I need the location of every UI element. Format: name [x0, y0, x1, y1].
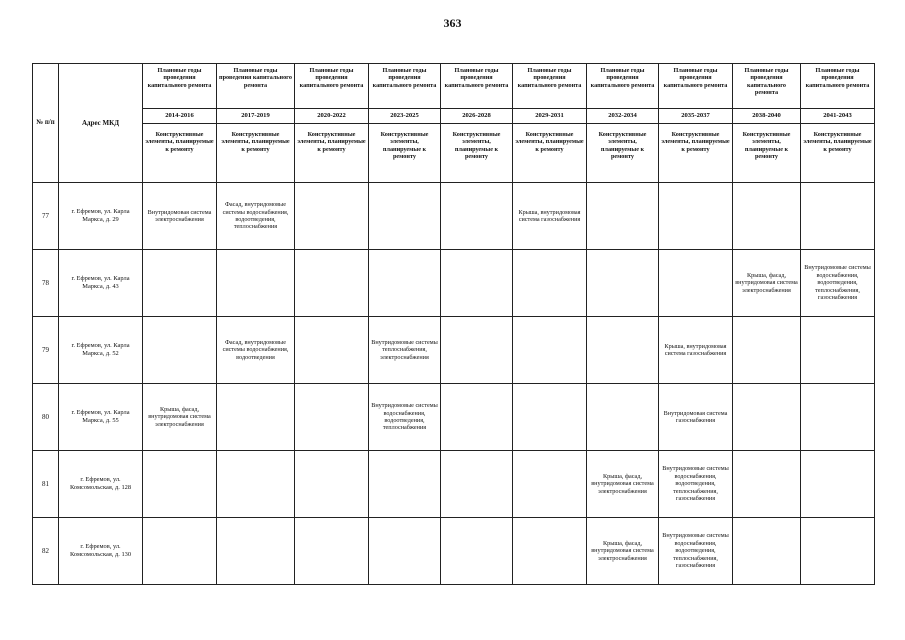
repair-cell [441, 451, 513, 518]
repair-cell: Внутридомовые системы теплоснабжения, электроснабжения [369, 317, 441, 384]
number-column-header: № п/п [33, 64, 59, 183]
repair-cell [513, 317, 587, 384]
repair-cell [733, 183, 801, 250]
year-range-header: 2038-2040 [733, 109, 801, 124]
repair-cell: Крыша, фасад, внутридомовая система электроснабжения [587, 518, 659, 585]
repair-cell [801, 384, 875, 451]
year-range-header: 2032-2034 [587, 109, 659, 124]
repair-cell: Крыша, внутридомовая система газоснабжения [659, 317, 733, 384]
repair-cell [295, 451, 369, 518]
plan-years-header: Плановые годы проведения капитального ремонта [217, 64, 295, 109]
repair-cell [369, 451, 441, 518]
plan-years-header: Плановые годы проведения капитального ремонта [801, 64, 875, 109]
repair-cell [513, 518, 587, 585]
elements-header: Конструктивные элементы, планируемые к ремонту [217, 124, 295, 183]
repair-cell [513, 384, 587, 451]
plan-years-header: Плановые годы проведения капитального ремонта [369, 64, 441, 109]
year-range-header: 2035-2037 [659, 109, 733, 124]
address-cell: г. Ефремов, ул. Карла Маркса, д. 43 [59, 250, 143, 317]
row-number: 80 [33, 384, 59, 451]
repair-cell: Крыша, фасад, внутридомовая система электроснабжения [587, 451, 659, 518]
table-row [33, 518, 875, 585]
address-cell: г. Ефремов, ул. Карла Маркса, д. 52 [59, 317, 143, 384]
repair-cell [733, 317, 801, 384]
repair-cell [587, 183, 659, 250]
repair-cell [587, 250, 659, 317]
repair-cell [369, 183, 441, 250]
address-column-header: Адрес МКД [59, 64, 143, 183]
elements-header: Конструктивные элементы, планируемые к ремонту [295, 124, 369, 183]
repair-cell [513, 451, 587, 518]
repair-cell: Внутридомовые системы водоснабжения, водоотведения, теплоснабжения, газоснабжения [659, 518, 733, 585]
year-range-header: 2020-2022 [295, 109, 369, 124]
elements-header: Конструктивные элементы, планируемые к ремонту [513, 124, 587, 183]
row-number: 79 [33, 317, 59, 384]
elements-header: Конструктивные элементы, планируемые к ремонту [733, 124, 801, 183]
repair-cell: Крыша, фасад, внутридомовая система электроснабжения [143, 384, 217, 451]
plan-years-header: Плановые годы проведения капитального ремонта [143, 64, 217, 109]
elements-header: Конструктивные элементы, планируемые к ремонту [143, 124, 217, 183]
repair-cell [295, 250, 369, 317]
repair-cell [295, 183, 369, 250]
repair-cell [143, 451, 217, 518]
year-range-header: 2029-2031 [513, 109, 587, 124]
table-row [33, 384, 875, 451]
repair-cell [733, 518, 801, 585]
plan-years-header: Плановые годы проведения капитального ремонта [441, 64, 513, 109]
repair-cell [217, 250, 295, 317]
repair-cell: Крыша, внутридомовая система газоснабжения [513, 183, 587, 250]
year-range-header: 2023-2025 [369, 109, 441, 124]
repair-cell: Фасад, внутридомовые системы водоснабжения, водоотведения, теплоснабжения [217, 183, 295, 250]
repair-cell [801, 317, 875, 384]
address-cell: г. Ефремов, ул. Комсомольская, д. 130 [59, 518, 143, 585]
capital-repair-table [32, 63, 875, 585]
repair-cell [369, 250, 441, 317]
repair-cell: Внутридомовые системы водоснабжения, водоотведения, теплоснабжения, газоснабжения [801, 250, 875, 317]
plan-years-header: Плановые годы проведения капитального ремонта [733, 64, 801, 109]
address-cell: г. Ефремов, ул. Карла Маркса, д. 55 [59, 384, 143, 451]
repair-cell [587, 384, 659, 451]
repair-cell [441, 183, 513, 250]
repair-cell [441, 250, 513, 317]
address-cell: г. Ефремов, ул. Карла Маркса, д. 29 [59, 183, 143, 250]
repair-cell [295, 518, 369, 585]
year-range-header: 2041-2043 [801, 109, 875, 124]
repair-cell [295, 317, 369, 384]
elements-header: Конструктивные элементы, планируемые к ремонту [801, 124, 875, 183]
repair-cell [441, 317, 513, 384]
plan-years-header: Плановые годы проведения капитального ремонта [295, 64, 369, 109]
repair-cell: Внутридомовая система газоснабжения [659, 384, 733, 451]
repair-cell [801, 451, 875, 518]
table-row [33, 317, 875, 384]
repair-cell [441, 518, 513, 585]
repair-cell [295, 384, 369, 451]
repair-cell: Внутридомовые системы водоснабжения, водоотведения, теплоснабжения [369, 384, 441, 451]
elements-header: Конструктивные элементы, планируемые к ремонту [587, 124, 659, 183]
repair-cell [659, 183, 733, 250]
row-number: 78 [33, 250, 59, 317]
repair-cell [217, 518, 295, 585]
repair-cell: Внутридомовая система электроснабжения [143, 183, 217, 250]
repair-cell [143, 250, 217, 317]
repair-cell: Внутридомовые системы водоснабжения, водоотведения, теплоснабжения, газоснабжения [659, 451, 733, 518]
repair-cell [217, 384, 295, 451]
repair-cell [733, 451, 801, 518]
repair-cell [659, 250, 733, 317]
year-range-header: 2026-2028 [441, 109, 513, 124]
repair-cell [369, 518, 441, 585]
table-row [33, 250, 875, 317]
repair-cell [143, 518, 217, 585]
plan-years-header: Плановые годы проведения капитального ремонта [513, 64, 587, 109]
plan-years-header: Плановые годы проведения капитального ремонта [659, 64, 733, 109]
repair-cell [143, 317, 217, 384]
elements-header: Конструктивные элементы, планируемые к ремонту [441, 124, 513, 183]
repair-cell [217, 451, 295, 518]
repair-cell [441, 384, 513, 451]
page-number: 363 [443, 16, 462, 30]
row-number: 82 [33, 518, 59, 585]
repair-cell: Фасад, внутридомовые системы водоснабжения, водоотведения [217, 317, 295, 384]
elements-header: Конструктивные элементы, планируемые к ремонту [369, 124, 441, 183]
row-number: 77 [33, 183, 59, 250]
elements-header: Конструктивные элементы, планируемые к ремонту [659, 124, 733, 183]
repair-cell [513, 250, 587, 317]
address-cell: г. Ефремов, ул. Комсомольская, д. 128 [59, 451, 143, 518]
table-row [33, 451, 875, 518]
repair-cell [733, 384, 801, 451]
repair-cell [801, 518, 875, 585]
row-number: 81 [33, 451, 59, 518]
table-row [33, 183, 875, 250]
repair-cell: Крыша, фасад, внутридомовая система электроснабжения [733, 250, 801, 317]
plan-years-header: Плановые годы проведения капитального ремонта [587, 64, 659, 109]
repair-cell [801, 183, 875, 250]
repair-cell [587, 317, 659, 384]
year-range-header: 2017-2019 [217, 109, 295, 124]
year-range-header: 2014-2016 [143, 109, 217, 124]
